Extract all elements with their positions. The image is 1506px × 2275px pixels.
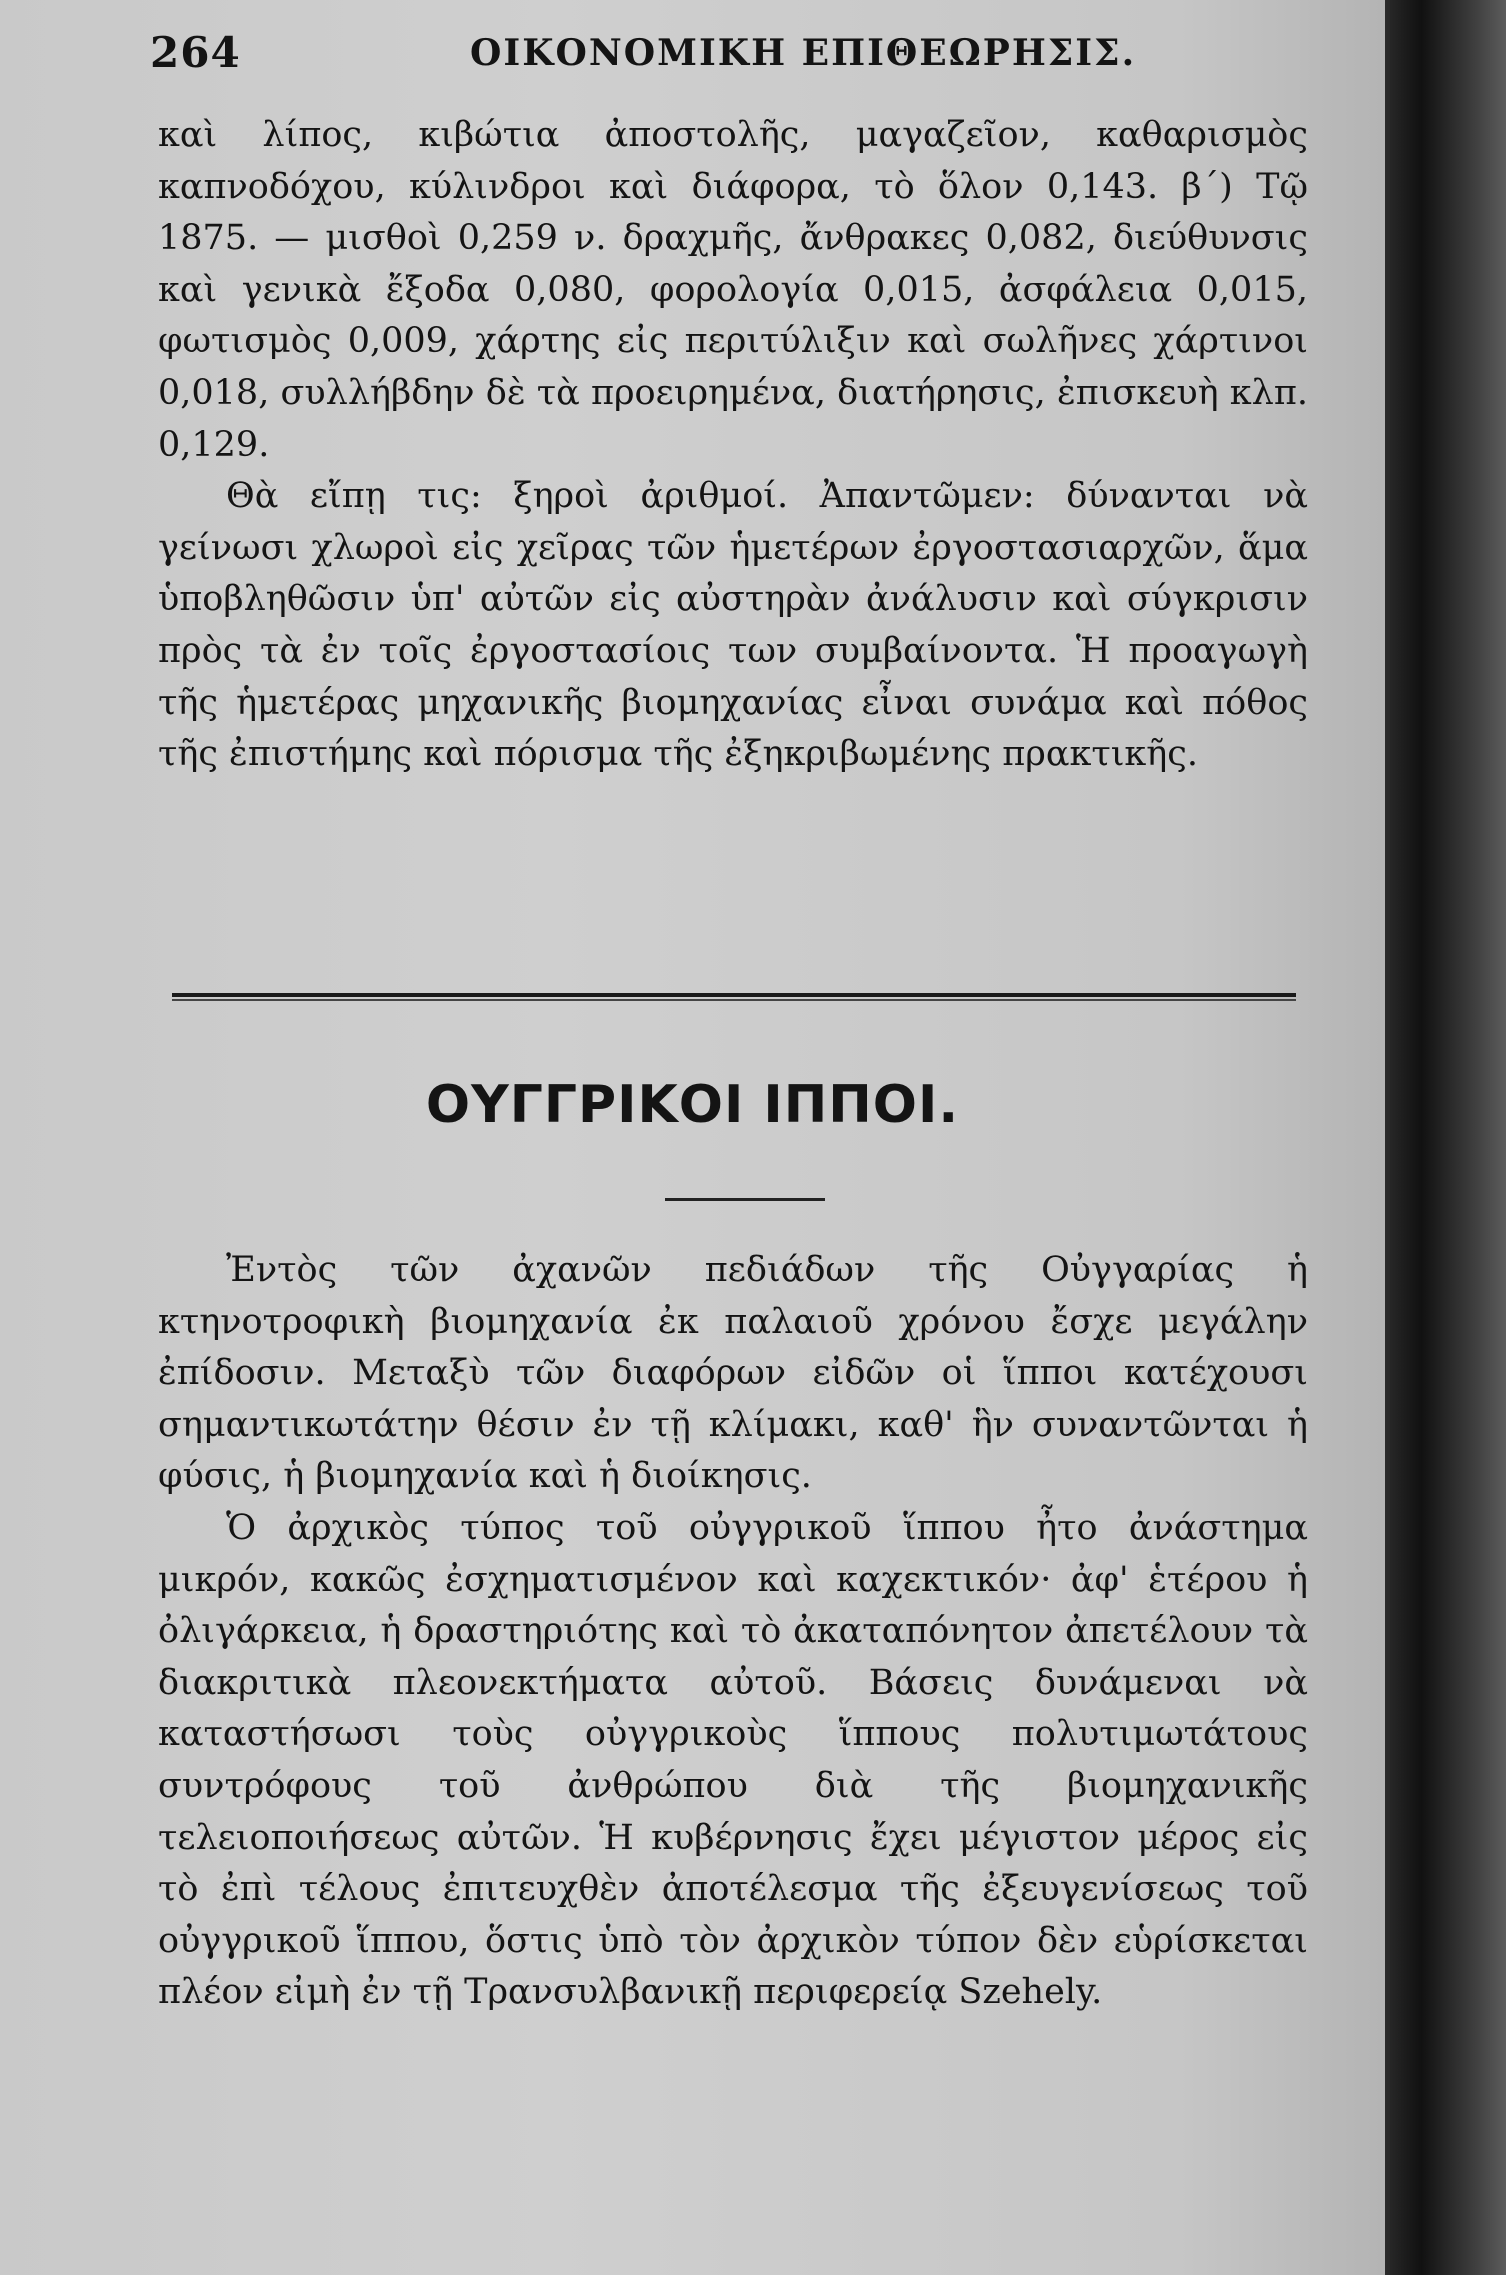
page-number: 264 bbox=[150, 28, 241, 77]
section-title: ΟΥΓΓΡΙΚΟΙ ΙΠΠΟΙ. bbox=[425, 1075, 960, 1135]
page-header bbox=[150, 28, 1300, 88]
running-head: ΟΙΚΟΝΟΜΙΚΗ ΕΠΙΘΕΩΡΗΣΙΣ. bbox=[470, 32, 1137, 74]
text-block-bottom bbox=[158, 1245, 1308, 2019]
text-block-top bbox=[158, 110, 1308, 781]
paragraph: Ἐντὸς τῶν ἀχανῶν πεδιάδων τῆς Οὐγγαρίας ἡ κτηνοτροφικὴ βιομηχανία ἐκ παλαιοῦ χρόνου ἔσχε μεγάλην ἐπίδοσιν. Μεταξὺ τῶν διαφόρων εἰδῶν οἱ ἵπποι κατέχουσι σημαντικωτάτην θέσιν ἐν τῇ κλίμακι, καθ' ἣν συναντῶνται ἡ φύσις, ἡ βιομηχανία καὶ ἡ διοίκησις. bbox=[158, 1250, 1308, 1497]
book-gutter bbox=[1385, 0, 1506, 2275]
paragraph: Θὰ εἴπῃ τις: ξηροὶ ἀριθμοί. Ἀπαντῶμεν: δύνανται νὰ γείνωσι χλωροὶ εἰς χεῖρας τῶν ἡμετέρων ἐργοστασιαρχῶν, ἅμα ὑποβληθῶσιν ὑπ' αὐτῶν εἰς αὐστηρὰν ἀνάλυσιν καὶ σύγκρισιν πρὸς τὰ ἐν τοῖς ἐργοστασίοις των συμβαίνοντα. Ἡ προαγωγὴ τῆς ἡμετέρας μηχανικῆς βιομηχανίας εἶναι συνάμα καὶ πόθος τῆς ἐπιστήμης καὶ πόρισμα τῆς ἐξηκριβωμένης πρακτικῆς. bbox=[158, 476, 1308, 775]
title-underline bbox=[665, 1198, 825, 1201]
paragraph-continuation: καὶ λίπος, κιβώτια ἀποστολῆς, μαγαζεῖον, καθαρισμὸς καπνοδόχου, κύλινδροι καὶ διάφορα, τὸ ὅλον 0,143. β΄) Τῷ 1875. — μισθοὶ 0,259 ν. δραχμῆς, ἄνθρακες 0,082, διεύθυνσις καὶ γενικὰ ἔξοδα 0,080, φορολογία 0,015, ἀσφάλεια 0,015, φωτισμὸς 0,009, χάρτης εἰς περιτύλιξιν καὶ σωλῆνες χάρτινοι 0,018, συλλήβδην δὲ τὰ προειρημένα, διατήρησις, ἐπισκευὴ κλπ. 0,129. bbox=[158, 115, 1308, 465]
paragraph: Ὁ ἀρχικὸς τύπος τοῦ οὐγγρικοῦ ἵππου ἦτο ἀνάστημα μικρόν, κακῶς ἐσχηματισμένον καὶ καχεκτικόν· ἀφ' ἑτέρου ἡ ὀλιγάρκεια, ἡ δραστηριότης καὶ τὸ ἀκαταπόνητον ἀπετέλουν τὰ διακριτικὰ πλεονεκτήματα αὐτοῦ. Βάσεις δυνάμεναι νὰ καταστήσωσι τοὺς οὐγγρικοὺς ἵππους πολυτιμωτάτους συντρόφους τοῦ ἀνθρώπου διὰ τῆς βιομηχανικῆς τελειοποιήσεως αὐτῶν. Ἡ κυβέρνησις ἔχει μέγιστον μέρος εἰς τὸ ἐπὶ τέλους ἐπιτευχθὲν ἀποτέλεσμα τῆς ἐξευγενίσεως τοῦ οὐγγρικοῦ ἵππου, ὅστις ὑπὸ τὸν ἀρχικὸν τύπον δὲν εὑρίσκεται πλέον εἰμὴ ἐν τῇ Τρανσυλβανικῇ περιφερείᾳ Szehely. bbox=[158, 1507, 1308, 2013]
section-divider bbox=[172, 993, 1296, 1001]
